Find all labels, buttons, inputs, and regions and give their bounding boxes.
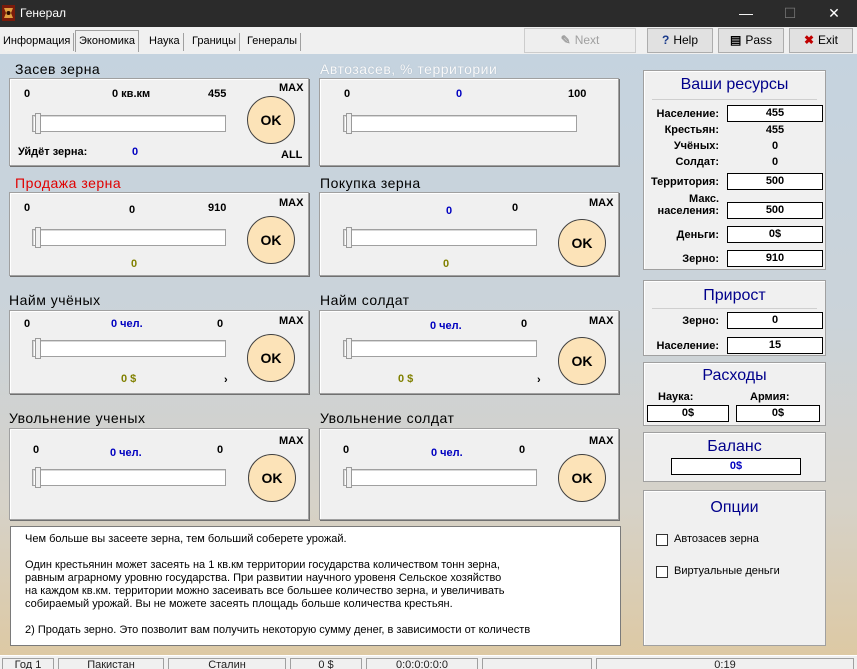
hire-scientists-min: 0 xyxy=(24,318,31,330)
growth-grain-label: Зерно: xyxy=(682,315,719,327)
sell-value: 0 xyxy=(129,204,136,216)
hire-soldiers-max: 0 xyxy=(521,318,528,330)
tab-information[interactable]: Информация xyxy=(0,33,74,51)
growth-title: Прирост xyxy=(703,287,766,304)
territory-label: Территория: xyxy=(650,176,719,188)
buy-value: 0 xyxy=(446,205,453,217)
next-button[interactable]: ✎ Next xyxy=(524,28,636,53)
expenses-panel xyxy=(643,362,826,426)
status-time: 0:19 xyxy=(596,658,854,669)
hire-scientists-ok-button[interactable]: OK xyxy=(247,334,295,382)
question-icon: ? xyxy=(661,33,670,47)
tab-economy[interactable]: Экономика xyxy=(75,30,139,52)
growth-population-label: Население: xyxy=(656,340,719,352)
help-text-box[interactable] xyxy=(10,526,621,646)
sow-all-label[interactable]: ALL xyxy=(281,149,303,161)
hire-soldiers-arrow[interactable]: › xyxy=(537,374,541,386)
printer-icon: ▤ xyxy=(729,33,742,47)
virtual-money-checkbox[interactable] xyxy=(656,566,668,578)
fire-soldiers-value: 0 чел. xyxy=(431,447,463,459)
window-title: Генерал xyxy=(20,6,67,20)
money-label: Деньги: xyxy=(676,229,719,241)
hire-scientists-max: 0 xyxy=(217,318,224,330)
sow-slider[interactable] xyxy=(32,115,226,132)
sow-max: 455 xyxy=(208,88,227,100)
sow-value: 0 кв.км xyxy=(112,88,151,100)
hire-soldiers-value: 0 чел. xyxy=(430,320,462,332)
hire-scientists-value: 0 чел. xyxy=(111,318,143,330)
pass-button[interactable]: ▤ Pass xyxy=(718,28,784,53)
fire-soldiers-max-label[interactable]: MAX xyxy=(589,435,614,447)
resources-panel xyxy=(643,70,826,270)
sow-max-label[interactable]: MAX xyxy=(279,82,304,94)
help-paragraph: 2) Продать зерно. Это позволит вам получить некоторую сумму денег, в зависимости от количеств xyxy=(25,624,531,636)
sow-title: Засев зерна xyxy=(15,61,101,77)
autosow-option-label[interactable]: Автозасев зерна xyxy=(674,533,759,545)
hire-scientists-max-label[interactable]: MAX xyxy=(279,315,304,327)
fire-soldiers-min: 0 xyxy=(343,444,350,456)
sell-max-label[interactable]: MAX xyxy=(279,197,304,209)
balance-panel xyxy=(643,432,826,482)
buy-title: Покупка зерна xyxy=(320,175,421,191)
soldiers-label: Солдат: xyxy=(675,156,719,168)
fire-scientists-title: Увольнение ученых xyxy=(9,410,146,426)
autosow-checkbox[interactable] xyxy=(656,534,668,546)
army-expense-field: 0$ xyxy=(736,405,820,422)
fire-scientists-slider[interactable] xyxy=(32,469,226,486)
tab-science[interactable]: Наука xyxy=(146,33,184,51)
max-population-field: 500 xyxy=(727,202,823,219)
fire-soldiers-title: Увольнение солдат xyxy=(320,410,455,426)
sow-grain-label: Уйдёт зерна: xyxy=(18,146,88,158)
growth-population-field: 15 xyxy=(727,337,823,354)
fire-soldiers-ok-button[interactable]: OK xyxy=(558,454,606,502)
sow-panel xyxy=(9,78,309,166)
slider-thumb[interactable] xyxy=(35,113,41,134)
maximize-button[interactable]: ☐ xyxy=(783,5,797,21)
resources-title: Ваши ресурсы xyxy=(680,76,789,93)
growth-panel xyxy=(643,280,826,356)
fire-scientists-min: 0 xyxy=(33,444,40,456)
peasants-label: Крестьян: xyxy=(664,124,719,136)
sell-slider[interactable] xyxy=(32,229,226,246)
status-empty xyxy=(482,658,592,669)
buy-max: 0 xyxy=(512,202,519,214)
sow-grain-value: 0 xyxy=(132,146,139,158)
money-field: 0$ xyxy=(727,226,823,243)
status-code: 0:0:0:0:0:0 xyxy=(366,658,478,669)
help-paragraph: Один крестьянин может засеять на 1 кв.км территории государства количеством тонн зерна, равным аграрному уровню государства. При развитии научного уровеня Сельское хозяйство на каждом кв.км. территории можно засеивать все большее количество зерна, и увеличивать собираемый урожай. Вы не можете засеять площадь больше количества крестьян. xyxy=(25,559,505,610)
grain-label: Зерно: xyxy=(682,253,719,265)
status-bar xyxy=(0,655,857,669)
sell-panel xyxy=(9,192,309,276)
slider-thumb[interactable] xyxy=(35,227,41,248)
hire-soldiers-title: Найм солдат xyxy=(320,292,410,308)
slider-thumb[interactable] xyxy=(35,467,41,488)
soldiers-value: 0 xyxy=(771,156,779,168)
status-year: Год 1 xyxy=(2,658,54,669)
autosow-max: 100 xyxy=(568,88,587,100)
tab-borders[interactable]: Границы xyxy=(189,33,240,51)
hire-scientists-cost: 0 $ xyxy=(121,373,137,385)
army-expense-label: Армия: xyxy=(750,391,790,403)
science-expense-label: Наука: xyxy=(658,391,694,403)
science-expense-field: 0$ xyxy=(647,405,729,422)
max-population-label-1: Макс. xyxy=(689,193,719,205)
sell-max: 910 xyxy=(208,202,227,214)
hire-scientists-slider[interactable] xyxy=(32,340,226,357)
hire-scientists-title: Найм учёных xyxy=(9,292,101,308)
expenses-title: Расходы xyxy=(702,367,767,384)
buy-max-label[interactable]: MAX xyxy=(589,197,614,209)
sell-money-value: 0 xyxy=(131,258,138,270)
buy-ok-button[interactable]: OK xyxy=(558,219,606,267)
title-bar xyxy=(0,0,857,27)
max-population-label-2: населения: xyxy=(657,205,719,217)
scientists-label: Учёных: xyxy=(673,140,719,152)
status-ruler: Сталин xyxy=(168,658,286,669)
exit-button[interactable]: ✖ Exit xyxy=(789,28,853,53)
help-paragraph: Чем больше вы засеете зерна, тем больший соберете урожай. xyxy=(25,533,347,545)
autosow-value: 0 xyxy=(456,88,463,100)
fire-scientists-value: 0 чел. xyxy=(110,447,142,459)
grain-field: 910 xyxy=(727,250,823,267)
peasants-value: 455 xyxy=(765,124,785,136)
autosow-title: Автозасев, % территории xyxy=(320,61,498,77)
tab-generals[interactable]: Генералы xyxy=(244,33,301,51)
fire-scientists-panel xyxy=(9,428,309,520)
slider-thumb[interactable] xyxy=(346,467,352,488)
app-icon xyxy=(2,5,15,21)
sell-min: 0 xyxy=(24,202,31,214)
fire-soldiers-panel xyxy=(319,428,619,520)
hire-soldiers-panel xyxy=(319,310,619,394)
hire-scientists-panel xyxy=(9,310,309,394)
territory-field: 500 xyxy=(727,173,823,190)
hire-soldiers-ok-button[interactable]: OK xyxy=(558,337,606,385)
pen-icon: ✎ xyxy=(560,33,571,47)
hire-scientists-arrow[interactable]: › xyxy=(224,374,228,386)
population-field: 455 xyxy=(727,105,823,122)
help-button[interactable]: ? Help xyxy=(647,28,713,53)
sow-ok-button[interactable]: OK xyxy=(247,96,295,144)
growth-grain-field: 0 xyxy=(727,312,823,329)
slider-thumb[interactable] xyxy=(35,338,41,359)
sell-title: Продажа зерна xyxy=(15,175,122,191)
balance-field: 0$ xyxy=(671,458,801,475)
fire-soldiers-max: 0 xyxy=(519,444,526,456)
fire-scientists-ok-button[interactable]: OK xyxy=(248,454,296,502)
population-label: Население: xyxy=(656,108,719,120)
fire-scientists-max-label[interactable]: MAX xyxy=(279,435,304,447)
sow-min: 0 xyxy=(24,88,31,100)
hire-soldiers-slider[interactable] xyxy=(343,340,537,357)
options-panel xyxy=(643,490,826,646)
hire-soldiers-max-label[interactable]: MAX xyxy=(589,315,614,327)
close-window-button[interactable]: ✕ xyxy=(828,5,840,21)
virtual-money-option-label[interactable]: Виртуальные деньги xyxy=(674,565,780,577)
balance-title: Баланс xyxy=(707,438,762,455)
autosow-panel xyxy=(319,78,619,166)
slider-thumb[interactable] xyxy=(346,113,352,134)
status-country: Пакистан xyxy=(58,658,164,669)
autosow-slider[interactable] xyxy=(343,115,577,132)
toolbar xyxy=(0,27,857,54)
buy-panel xyxy=(319,192,619,276)
slider-thumb[interactable] xyxy=(346,338,352,359)
hire-soldiers-cost: 0 $ xyxy=(398,373,414,385)
x-icon: ✖ xyxy=(803,33,815,47)
status-money: 0 $ xyxy=(290,658,362,669)
sell-ok-button[interactable]: OK xyxy=(247,216,295,264)
scientists-value: 0 xyxy=(771,140,779,152)
fire-soldiers-slider[interactable] xyxy=(343,469,537,486)
economy-page xyxy=(0,54,857,655)
buy-money-value: 0 xyxy=(443,258,450,270)
options-title: Опции xyxy=(710,499,759,516)
slider-thumb[interactable] xyxy=(346,227,352,248)
minimize-button[interactable]: — xyxy=(739,5,753,21)
fire-scientists-max: 0 xyxy=(217,444,224,456)
buy-slider[interactable] xyxy=(343,229,537,246)
autosow-min: 0 xyxy=(344,88,351,100)
